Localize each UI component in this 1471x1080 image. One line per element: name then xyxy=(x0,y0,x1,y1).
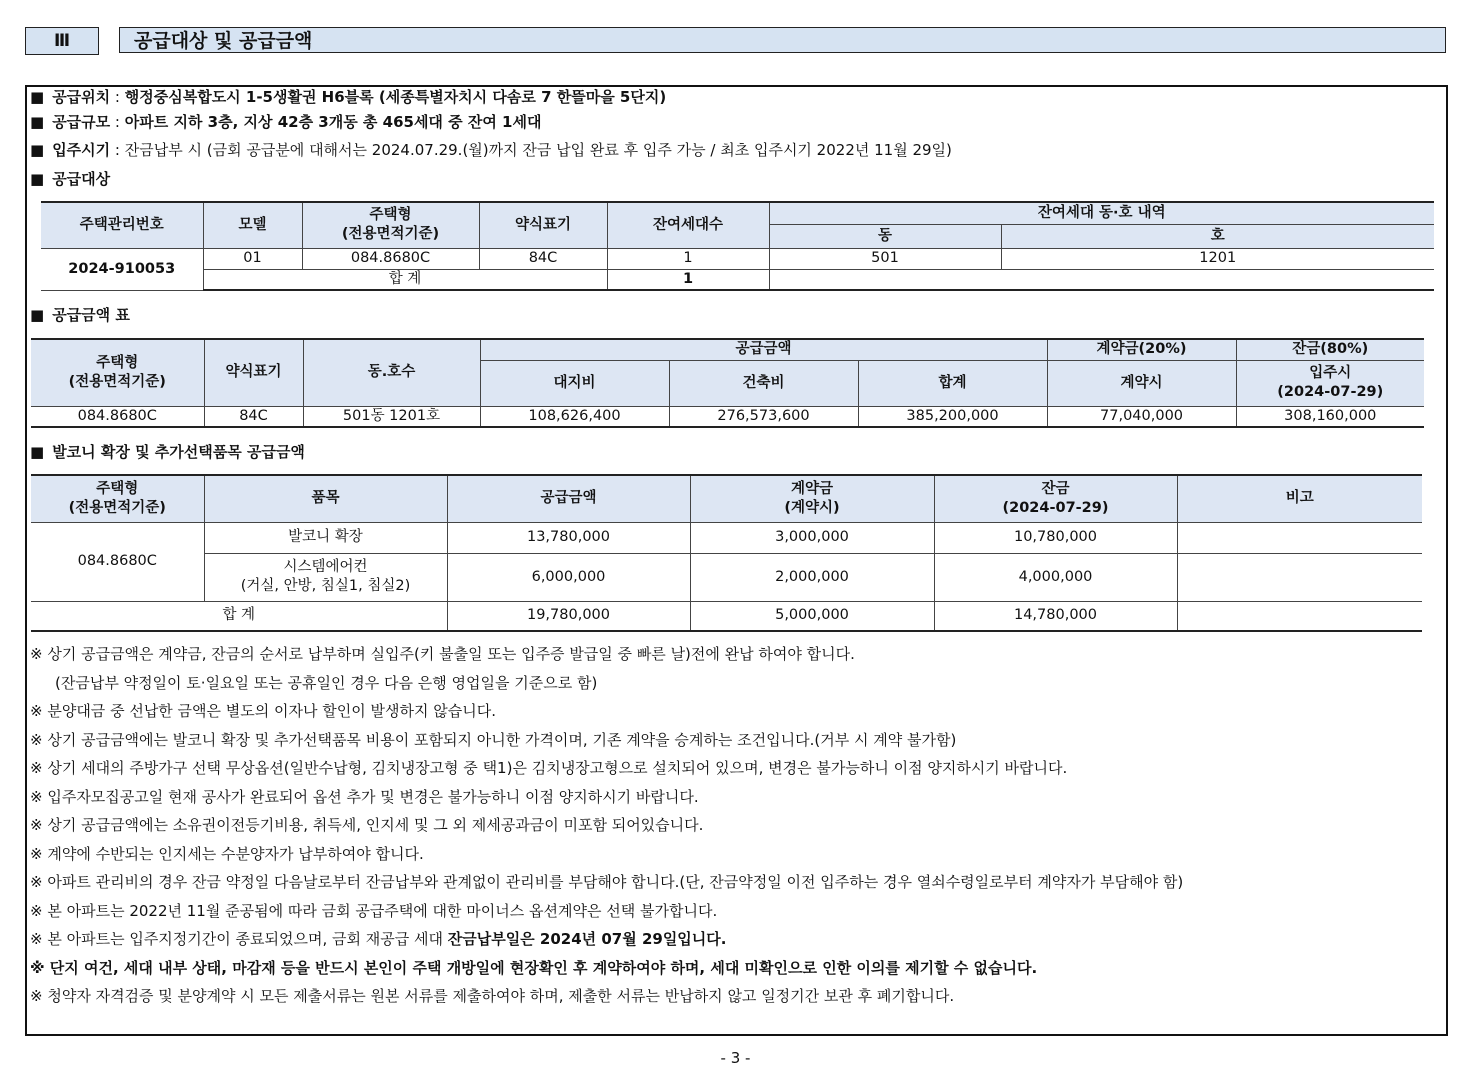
header-unit: 동.호수 xyxy=(303,339,480,406)
header-supply: 공급금액 xyxy=(480,339,1047,360)
bullet-square-icon: ■ xyxy=(30,443,45,461)
bullet-square-icon: ■ xyxy=(30,141,45,159)
header-ho: 호 xyxy=(1001,224,1434,248)
note-line: ※ 아파트 관리비의 경우 잔금 약정일 다음날로부터 잔금납부와 관계없이 관리비를 부담해야 합니다.(단, 잔금약정일 이전 입주하는 경우 열쇠수령일로부터 계약자가 부담해야 함) xyxy=(30,873,1184,891)
header-type: 주택형 (전용면적기준) xyxy=(302,202,479,248)
header-balance: 잔금 (2024-07-29) xyxy=(934,475,1177,522)
note-line: ※ 상기 세대의 주방가구 선택 무상옵션(일반수납형, 김치냉장고형 중 택1)은 김치냉장고형으로 설치되어 있으며, 변경은 불가능하니 이점 양지하시기 바랍니다. xyxy=(30,759,1068,777)
header-type: 주택형 (전용면적기준) xyxy=(31,339,204,406)
note-line: ※ 본 아파트는 2022년 11월 준공됨에 따라 금회 공급주택에 대한 마이너스 옵션계약은 선택 불가합니다. xyxy=(30,902,718,920)
supply-price-table xyxy=(31,338,1424,428)
header-model: 모델 xyxy=(203,202,302,248)
header-short: 약식표기 xyxy=(204,339,303,406)
price-section-label: ■ 공급금액 표 xyxy=(30,306,130,324)
section-number: Ⅲ xyxy=(25,27,99,55)
note-line: (잔금납부 약정일이 토·일요일 또는 공휴일인 경우 다음 은행 영업일을 기준으로 함) xyxy=(55,674,598,692)
note-line: ※ 청약자 자격검증 및 분양계약 시 모든 제출서류는 원본 서류를 제출하여야 하며, 제출한 서류는 반납하지 않고 일정기간 보관 후 폐기합니다. xyxy=(30,987,955,1005)
header-deposit-time: 계약시 xyxy=(1047,360,1236,406)
header-land: 대지비 xyxy=(480,360,669,406)
move-in-period: ■ 입주시기 : 잔금납부 시 (금회 공급분에 대해서는 2024.07.29.(월)까지 잔금 납입 완료 후 입주 가능 / 최초 입주시기 2022년 11월 29일) xyxy=(30,141,952,159)
supply-target-label: ■ 공급대상 xyxy=(30,170,111,188)
page-number: - 3 - xyxy=(720,1049,751,1067)
header-type: 주택형 (전용면적기준) xyxy=(31,475,204,522)
note-line: ※ 상기 공급금액에는 소유권이전등기비용, 취득세, 인지세 및 그 외 제세공과금이 미포함 되어있습니다. xyxy=(30,816,704,834)
note-balance-due: ※ 본 아파트는 입주지정기간이 종료되었으며, 금회 재공급 세대 잔금납부일은 2024년 07월 29일입니다. xyxy=(30,930,727,948)
note-line: ※ 계약에 수반되는 인지세는 수분양자가 납부하여야 합니다. xyxy=(30,845,424,863)
header-remaining: 잔여세대수 xyxy=(607,202,769,248)
header-dong: 동 xyxy=(769,224,1001,248)
header-deposit: 계약금 (계약시) xyxy=(690,475,934,522)
header-balance: 잔금(80%) xyxy=(1236,339,1424,360)
supply-target-table xyxy=(41,201,1434,291)
bullet-square-icon: ■ xyxy=(30,88,45,106)
header-balance-time: 입주시 (2024-07-29) xyxy=(1236,360,1424,406)
header-mgmt-no: 주택관리번호 xyxy=(41,202,203,248)
note-line: ※ 분양대금 중 선납한 금액은 별도의 이자나 할인이 발생하지 않습니다. xyxy=(30,702,496,720)
supply-scale: ■ 공급규모 : 아파트 지하 3층, 지상 42층 3개동 총 465세대 중 잔여 1세대 xyxy=(30,113,542,131)
header-sum: 합계 xyxy=(858,360,1047,406)
bullet-square-icon: ■ xyxy=(30,306,45,324)
supply-location: ■ 공급위치 : 행정중심복합도시 1-5생활권 H6블록 (세종특별자치시 다솜로 7 한뜰마을 5단지) xyxy=(30,88,667,106)
note-line: ※ 입주자모집공고일 현재 공사가 완료되어 옵션 추가 및 변경은 불가능하니 이점 양지하시기 바랍니다. xyxy=(30,788,699,806)
header-deposit: 계약금(20%) xyxy=(1047,339,1236,360)
header-item: 품목 xyxy=(204,475,447,522)
table-total-row: 합 계 1 xyxy=(41,269,1434,290)
table-row: 시스템에어컨 (거실, 안방, 침실1, 침실2) 6,000,000 2,000,000 4,000,000 xyxy=(31,553,1422,601)
header-building: 건축비 xyxy=(669,360,858,406)
note-warning: ※ 단지 여건, 세대 내부 상태, 마감재 등을 반드시 본인이 주택 개방일에 현장확인 후 계약하여야 하며, 세대 미확인으로 인한 이의를 제기할 수 없습니다. xyxy=(30,959,1038,977)
table-row: 2024-910053 01 084.8680C 84C 1 501 1201 xyxy=(41,248,1434,269)
note-line: ※ 상기 공급금액에는 발코니 확장 및 추가선택품목 비용이 포함되지 아니한 가격이며, 기존 계약을 승계하는 조건입니다.(거부 시 계약 불가함) xyxy=(30,731,957,749)
table-row: 084.8680C 발코니 확장 13,780,000 3,000,000 10,780,000 xyxy=(31,522,1422,553)
note-line: ※ 상기 공급금액은 계약금, 잔금의 순서로 납부하며 실입주(키 불출일 또는 입주증 발급일 중 빠른 날)전에 완납 하여야 합니다. xyxy=(30,645,855,663)
option-price-table xyxy=(31,474,1422,632)
table-total-row: 합 계 19,780,000 5,000,000 14,780,000 xyxy=(31,601,1422,631)
bullet-square-icon: ■ xyxy=(30,170,45,188)
table-row: 084.8680C 84C 501동 1201호 108,626,400 276,573,600 385,200,000 77,040,000 308,160,000 xyxy=(31,406,1424,427)
option-section-label: ■ 발코니 확장 및 추가선택품목 공급금액 xyxy=(30,443,305,461)
header-supply: 공급금액 xyxy=(447,475,690,522)
header-detail: 잔여세대 동·호 내역 xyxy=(769,202,1434,224)
section-title: 공급대상 및 공급금액 xyxy=(119,27,1446,53)
section-header xyxy=(25,27,1448,55)
header-remark: 비고 xyxy=(1177,475,1422,522)
bullet-square-icon: ■ xyxy=(30,113,45,131)
header-short: 약식표기 xyxy=(479,202,607,248)
